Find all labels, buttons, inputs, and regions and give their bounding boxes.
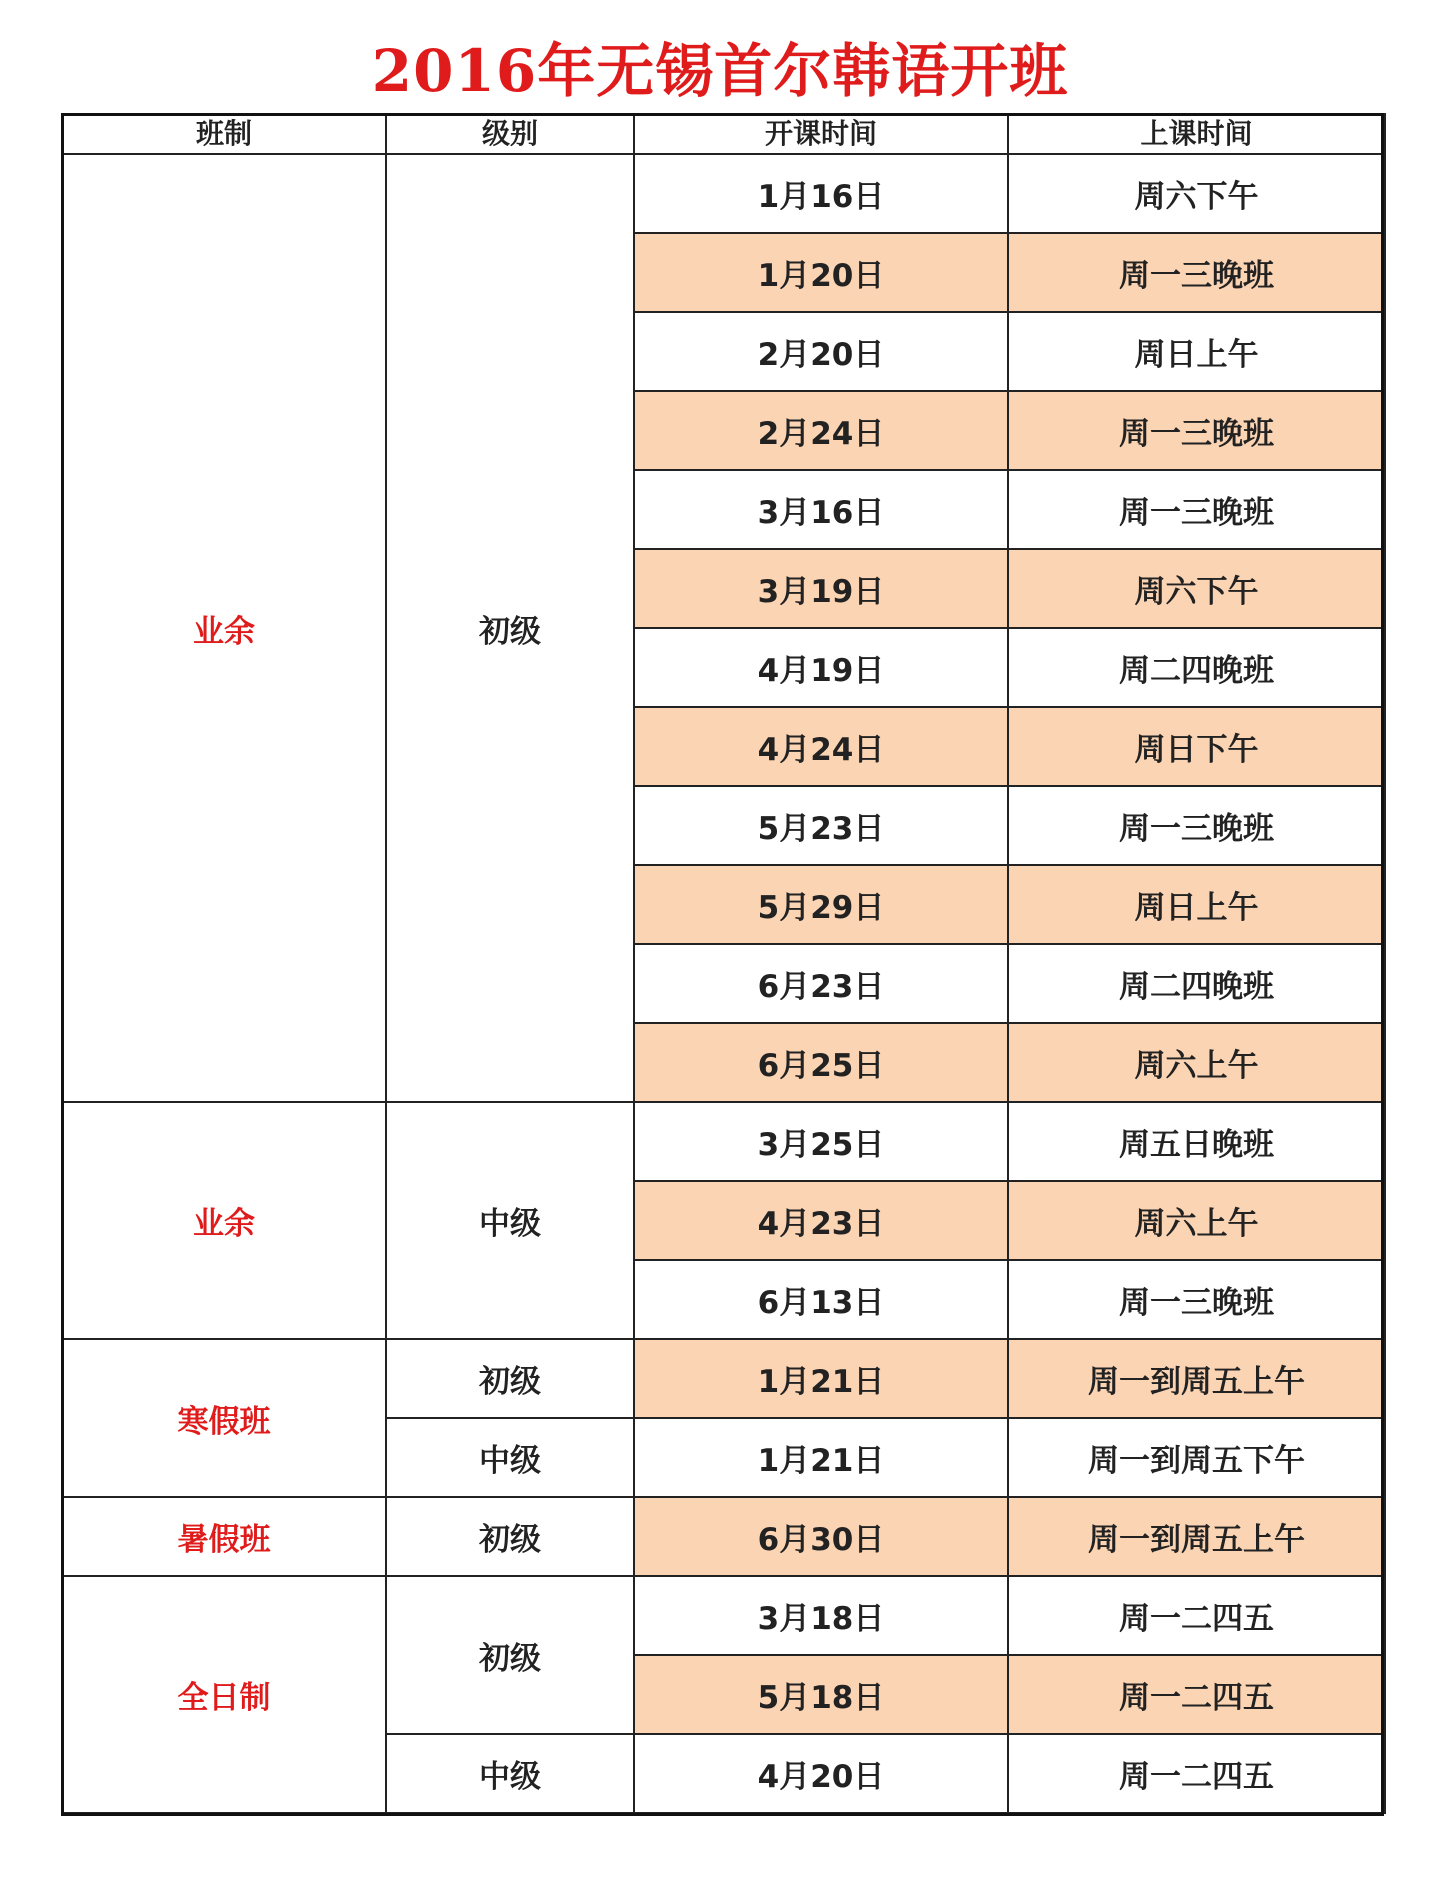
cell-level: 中级 bbox=[386, 1734, 634, 1813]
cell-class-time: 周一到周五下午 bbox=[1008, 1418, 1385, 1497]
cell-start-date: 4月20日 bbox=[634, 1734, 1008, 1813]
table-body bbox=[62, 154, 1385, 1813]
cell-class-time: 周一三晚班 bbox=[1008, 391, 1385, 470]
cell-class-system: 全日制 bbox=[62, 1576, 386, 1813]
cell-class-time: 周一三晚班 bbox=[1008, 786, 1385, 865]
cell-start-date: 1月21日 bbox=[634, 1418, 1008, 1497]
cell-start-date: 1月21日 bbox=[634, 1339, 1008, 1418]
cell-class-time: 周一二四五 bbox=[1008, 1655, 1385, 1734]
cell-class-time: 周日上午 bbox=[1008, 312, 1385, 391]
cell-class-system: 暑假班 bbox=[62, 1497, 386, 1576]
cell-class-time: 周一到周五上午 bbox=[1008, 1497, 1385, 1576]
cell-start-date: 6月13日 bbox=[634, 1260, 1008, 1339]
cell-start-date: 6月23日 bbox=[634, 944, 1008, 1023]
cell-start-date: 4月19日 bbox=[634, 628, 1008, 707]
cell-class-system: 寒假班 bbox=[62, 1339, 386, 1497]
cell-start-date: 3月25日 bbox=[634, 1102, 1008, 1181]
header-start-date: 开课时间 bbox=[634, 114, 1008, 154]
cell-class-time: 周一二四五 bbox=[1008, 1576, 1385, 1655]
table-row bbox=[62, 1497, 1385, 1576]
cell-class-time: 周六上午 bbox=[1008, 1023, 1385, 1102]
cell-class-time: 周五日晚班 bbox=[1008, 1102, 1385, 1181]
cell-start-date: 3月18日 bbox=[634, 1576, 1008, 1655]
cell-class-system: 业余 bbox=[62, 1102, 386, 1339]
table-header-row bbox=[62, 114, 1385, 154]
cell-start-date: 2月20日 bbox=[634, 312, 1008, 391]
cell-level: 中级 bbox=[386, 1102, 634, 1339]
header-system: 班制 bbox=[62, 114, 386, 154]
cell-class-time: 周一三晚班 bbox=[1008, 470, 1385, 549]
cell-class-time: 周一三晚班 bbox=[1008, 233, 1385, 312]
cell-start-date: 4月23日 bbox=[634, 1181, 1008, 1260]
cell-level: 初级 bbox=[386, 1576, 634, 1734]
cell-class-time: 周六下午 bbox=[1008, 154, 1385, 233]
cell-start-date: 5月29日 bbox=[634, 865, 1008, 944]
course-schedule-table bbox=[61, 113, 1386, 1814]
cell-class-time: 周一二四五 bbox=[1008, 1734, 1385, 1813]
cell-class-time: 周二四晚班 bbox=[1008, 628, 1385, 707]
cell-class-time: 周日下午 bbox=[1008, 707, 1385, 786]
cell-class-time: 周一到周五上午 bbox=[1008, 1339, 1385, 1418]
cell-class-time: 周一三晚班 bbox=[1008, 1260, 1385, 1339]
table-row bbox=[62, 1576, 1385, 1655]
cell-level: 初级 bbox=[386, 1497, 634, 1576]
cell-start-date: 5月23日 bbox=[634, 786, 1008, 865]
page-title: 2016年无锡首尔韩语开班 bbox=[371, 37, 1069, 105]
cell-start-date: 5月18日 bbox=[634, 1655, 1008, 1734]
cell-class-time: 周日上午 bbox=[1008, 865, 1385, 944]
cell-class-time: 周六上午 bbox=[1008, 1181, 1385, 1260]
cell-level: 初级 bbox=[386, 154, 634, 1102]
cell-start-date: 1月20日 bbox=[634, 233, 1008, 312]
cell-class-time: 周六下午 bbox=[1008, 549, 1385, 628]
cell-start-date: 3月16日 bbox=[634, 470, 1008, 549]
table-row bbox=[62, 154, 1385, 233]
table-row bbox=[62, 1102, 1385, 1181]
header-level: 级别 bbox=[386, 114, 634, 154]
table-row bbox=[62, 1339, 1385, 1418]
cell-start-date: 2月24日 bbox=[634, 391, 1008, 470]
cell-level: 初级 bbox=[386, 1339, 634, 1418]
cell-start-date: 3月19日 bbox=[634, 549, 1008, 628]
cell-start-date: 4月24日 bbox=[634, 707, 1008, 786]
cell-start-date: 6月25日 bbox=[634, 1023, 1008, 1102]
header-class-time: 上课时间 bbox=[1008, 114, 1385, 154]
cell-level: 中级 bbox=[386, 1418, 634, 1497]
cell-start-date: 1月16日 bbox=[634, 154, 1008, 233]
cell-start-date: 6月30日 bbox=[634, 1497, 1008, 1576]
cell-class-system: 业余 bbox=[62, 154, 386, 1102]
cell-class-time: 周二四晚班 bbox=[1008, 944, 1385, 1023]
